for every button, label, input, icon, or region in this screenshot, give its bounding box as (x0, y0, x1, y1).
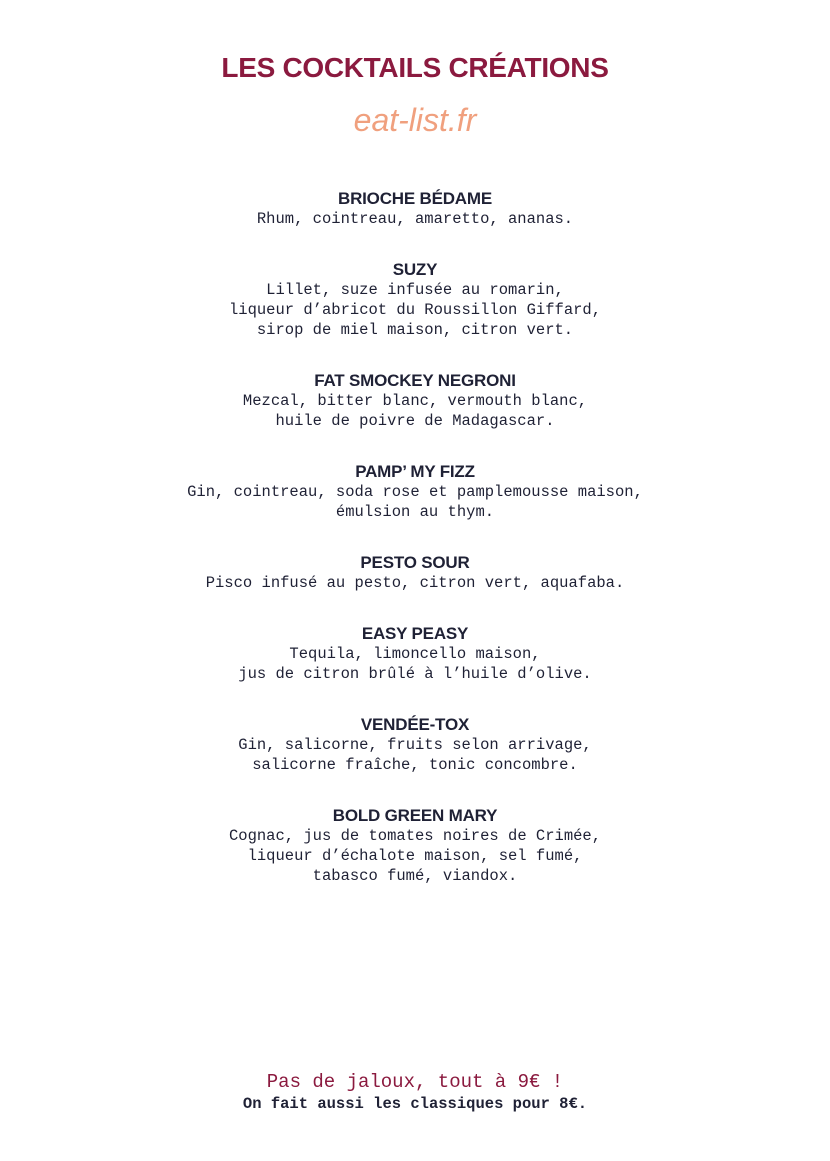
cocktail-name: PAMP’ MY FIZZ (355, 462, 475, 481)
menu-footer (0, 1070, 830, 1114)
cocktail-description-line: émulsion au thym. (335, 503, 495, 521)
cocktail-description-line: liqueur d’abricot du Roussillon Giffard, (228, 301, 602, 319)
cocktail-description-line: Mezcal, bitter blanc, vermouth blanc, (242, 392, 588, 410)
cocktail-item (0, 461, 830, 522)
cocktail-description-line: sirop de miel maison, citron vert. (256, 321, 574, 339)
cocktail-name: BRIOCHE BÉDAME (338, 189, 492, 208)
cocktail-description-line: Cognac, jus de tomates noires de Crimée, (228, 827, 602, 845)
cocktail-name: VENDÉE-TOX (360, 715, 470, 734)
cocktail-item (0, 552, 830, 593)
cocktail-description-line: Lillet, suze infusée au romarin, (266, 281, 564, 299)
cocktail-description-line: salicorne fraîche, tonic concombre. (252, 756, 578, 774)
cocktail-description-line: Gin, salicorne, fruits selon arrivage, (238, 736, 592, 754)
cocktail-name: SUZY (392, 260, 438, 279)
cocktail-item (0, 714, 830, 775)
cocktail-description-line: Rhum, cointreau, amaretto, ananas. (256, 210, 574, 228)
cocktail-description-line: tabasco fumé, viandox. (312, 867, 518, 885)
cocktail-name: EASY PEASY (361, 624, 469, 643)
cocktail-item (0, 623, 830, 684)
cocktail-description-line: Gin, cointreau, soda rose et pamplemousse maison, (187, 483, 643, 501)
menu-title: LES COCKTAILS CRÉATIONS (221, 52, 609, 83)
cocktail-description-line: Pisco infusé au pesto, citron vert, aquafaba. (205, 574, 625, 592)
cocktail-item (0, 188, 830, 229)
cocktail-list (0, 188, 830, 916)
cocktail-name: FAT SMOCKEY NEGRONI (314, 371, 516, 390)
cocktail-name: PESTO SOUR (360, 553, 470, 572)
cocktail-description-line: liqueur d’échalote maison, sel fumé, (247, 847, 583, 865)
cocktail-description-line: Tequila, limoncello maison, (289, 645, 541, 663)
classics-note: On fait aussi les classiques pour 8€. (242, 1095, 588, 1113)
price-note: Pas de jaloux, tout à 9€ ! (266, 1071, 564, 1093)
watermark: eat-list.fr (353, 102, 477, 138)
cocktail-item (0, 805, 830, 886)
cocktail-description-line: jus de citron brûlé à l’huile d’olive. (238, 665, 592, 683)
cocktail-item (0, 259, 830, 340)
cocktail-description-line: huile de poivre de Madagascar. (275, 412, 555, 430)
cocktail-name: BOLD GREEN MARY (332, 806, 498, 825)
cocktail-item (0, 370, 830, 431)
